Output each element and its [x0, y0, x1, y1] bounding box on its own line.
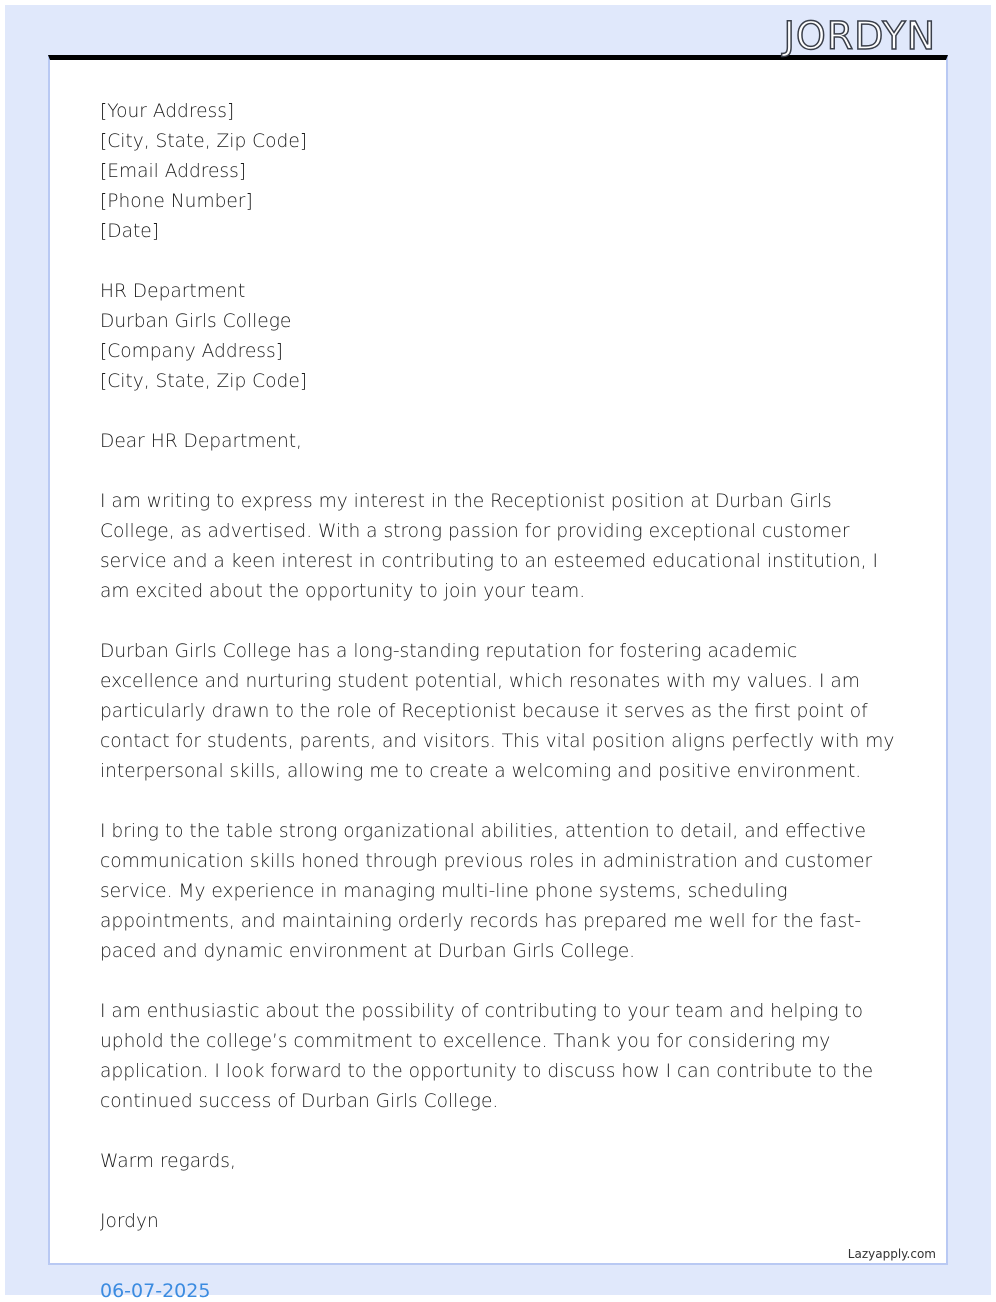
recipient-city-state-zip: [City, State, Zip Code]	[100, 371, 308, 392]
recipient-address: [Company Address]	[100, 341, 283, 362]
body-paragraph-1: I am writing to express my interest in the Receptionist position at Durban Girls College, as advertised. With a strong passion for providing exceptional customer service and a keen interest in contributing to an esteemed educational institution, I am excited about the opportunity to join your team.	[100, 491, 878, 602]
salutation: Dear HR Department,	[100, 431, 302, 452]
header-name: JORDYN	[783, 14, 936, 58]
recipient-department: HR Department	[100, 281, 246, 302]
body-paragraph-2: Durban Girls College has a long-standing reputation for fostering academic excellence and nurturing student potential, which resonates with my values. I am particularly drawn to the role of Receptionist because it serves as the first point of contact for students, parents, and visitors. This vital position aligns perfectly with my interpersonal skills, allowing me to create a welcoming and positive environment.	[100, 641, 895, 782]
sender-address: [Your Address]	[100, 101, 235, 122]
watermark-link[interactable]: Lazyapply.com	[847, 1247, 936, 1261]
signature: Jordyn	[100, 1211, 159, 1232]
sender-phone: [Phone Number]	[100, 191, 253, 212]
body-paragraph-4: I am enthusiastic about the possibility of contributing to your team and helping to uphold the college’s commitment to excellence. Thank you for considering my application. I look forward to the opportunity to discuss how I can contribute to the continued success of Durban Girls College.	[100, 1001, 874, 1112]
footer-date: 06-07-2025	[100, 1280, 211, 1302]
recipient-company: Durban Girls College	[100, 311, 292, 332]
sender-date: [Date]	[100, 221, 159, 242]
closing: Warm regards,	[100, 1151, 236, 1172]
sender-email: [Email Address]	[100, 161, 247, 182]
sender-city-state-zip: [City, State, Zip Code]	[100, 131, 308, 152]
cover-letter-body	[100, 97, 900, 1237]
body-paragraph-3: I bring to the table strong organizational abilities, attention to detail, and effective communication skills honed through previous roles in administration and customer service. My experience in managing multi-line phone systems, scheduling appointments, and maintaining orderly records has prepared me well for the fast-paced and dynamic environment at Durban Girls College.	[100, 821, 873, 962]
